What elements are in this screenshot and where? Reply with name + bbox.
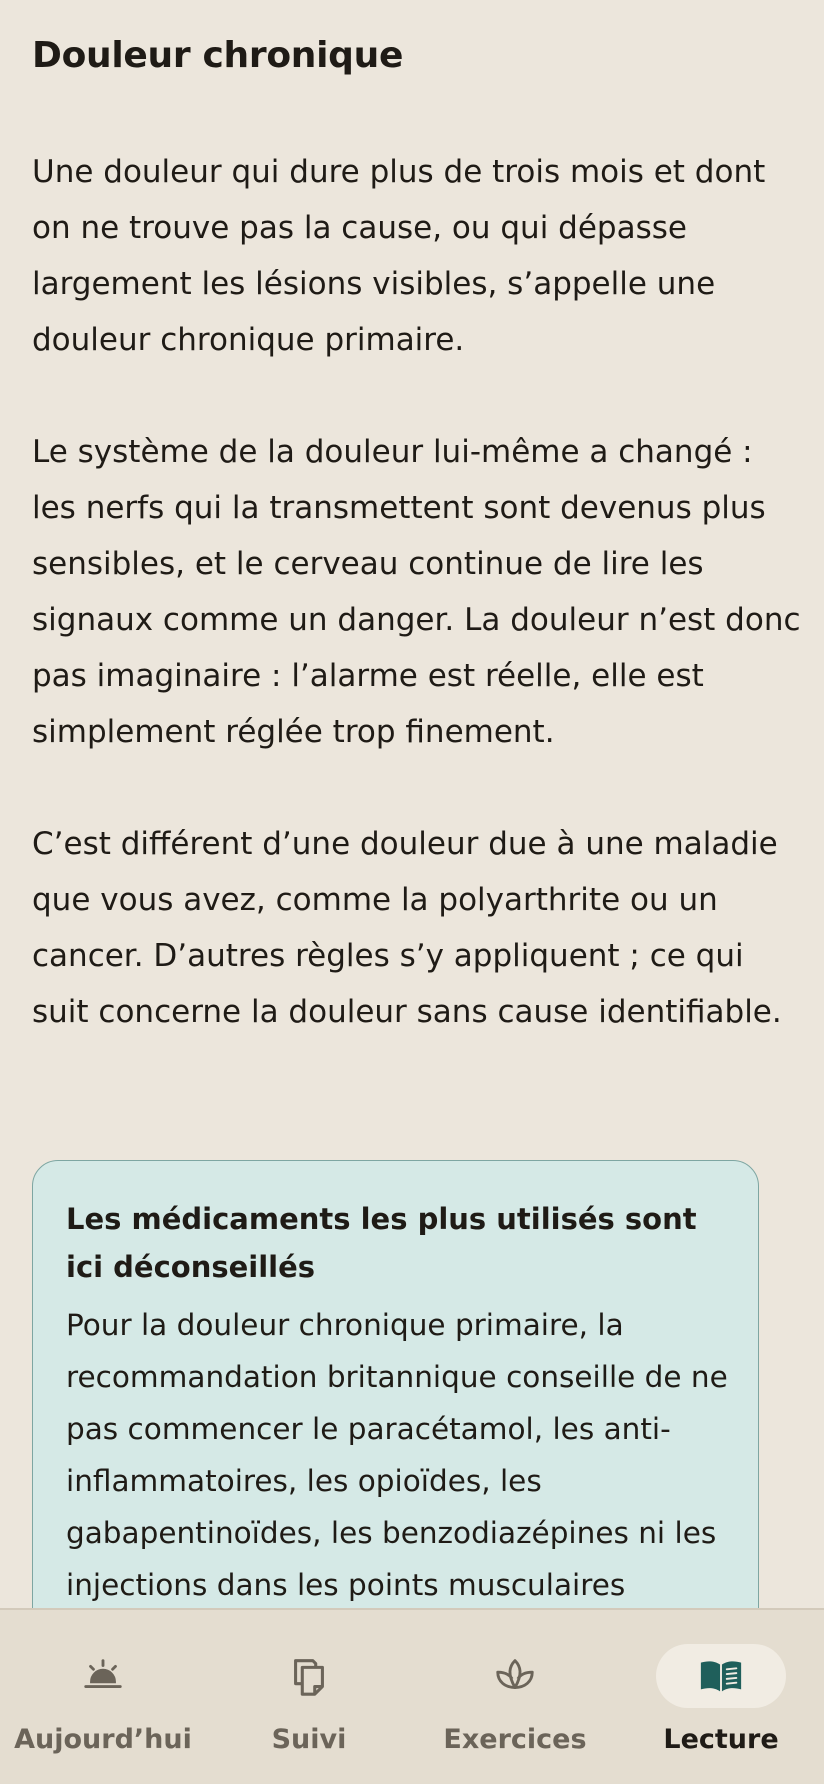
article-paragraph: Une douleur qui dure plus de trois mois et dont on ne trouve pas la cause, ou qui dépasse largement les lésions visibles, s’appelle une douleur chronique primaire.: [32, 154, 766, 358]
nav-icon-container: [656, 1644, 786, 1708]
nav-icon-container: [244, 1644, 374, 1708]
sunrise-icon: [80, 1653, 126, 1699]
nav-icon-container: [450, 1644, 580, 1708]
nav-icon-container: [38, 1644, 168, 1708]
callout-title: Les médicaments les plus utilisés sont ici déconseillés: [66, 1202, 697, 1284]
nav-label: Aujourd’hui: [14, 1724, 192, 1755]
page-title: Douleur chronique: [32, 35, 404, 76]
nav-tab-exercises[interactable]: [412, 1610, 618, 1784]
nav-tab-reading[interactable]: [618, 1610, 824, 1784]
nav-label: Lecture: [663, 1724, 779, 1755]
nav-tab-today[interactable]: [0, 1610, 206, 1784]
nav-label: Suivi: [271, 1724, 347, 1755]
open-book-icon: [698, 1653, 744, 1699]
nav-tab-tracking[interactable]: [206, 1610, 412, 1784]
cards-icon: [286, 1653, 332, 1699]
lotus-icon: [492, 1653, 538, 1699]
article-paragraph: C’est différent d’une douleur due à une maladie que vous avez, comme la polyarthrite ou un cancer. D’autres règles s’y appliquent ; ce qui suit concerne la douleur sans cause identifiable.: [32, 826, 782, 1030]
bottom-navigation: [0, 1608, 824, 1784]
callout-body: Pour la douleur chronique primaire, la recommandation britannique conseille de ne pas commencer le paracétamol, les anti-inflammatoires, les opioïdes, les gabapentinoïdes, les benzodiazépines ni les injections dans les points musculaires: [66, 1308, 728, 1602]
nav-label: Exercices: [443, 1724, 587, 1755]
article-paragraph: Le système de la douleur lui-même a changé : les nerfs qui la transmettent sont devenus plus sensibles, et le cerveau continue de lire les signaux comme un danger. La douleur n’est donc pas imaginaire : l’alarme est réelle, elle est simplement réglée trop finement.: [32, 434, 801, 750]
